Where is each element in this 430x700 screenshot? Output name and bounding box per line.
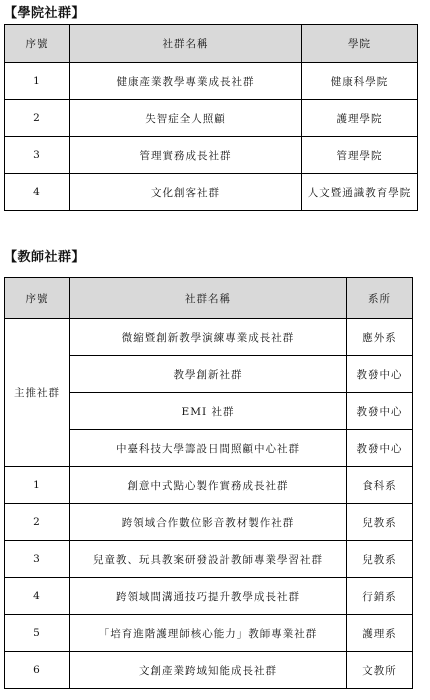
row-unit: 教發中心 [347, 356, 413, 393]
header-name: 社群名稱 [70, 278, 347, 319]
table-row [5, 63, 418, 100]
row-name: 管理實務成長社群 [70, 137, 302, 174]
header-unit: 系所 [347, 278, 413, 319]
row-unit: 護理學院 [302, 100, 418, 137]
row-name: 健康產業教學專業成長社群 [70, 63, 302, 100]
row-unit: 人文暨通識教育學院 [302, 174, 418, 211]
table-row [5, 578, 413, 615]
header-no: 序號 [5, 25, 70, 63]
row-no: 6 [5, 652, 70, 689]
row-no: 1 [5, 467, 70, 504]
row-no: 4 [5, 174, 70, 211]
table-row [5, 615, 413, 652]
table-row [5, 174, 418, 211]
row-name: 文創產業跨域知能成長社群 [70, 652, 347, 689]
header-no: 序號 [5, 278, 70, 319]
college-communities-table [4, 24, 418, 211]
row-unit: 應外系 [347, 319, 413, 356]
row-unit: 健康科學院 [302, 63, 418, 100]
row-name: EMI 社群 [70, 393, 347, 430]
row-name: 失智症全人照顧 [70, 100, 302, 137]
row-unit: 護理系 [347, 615, 413, 652]
table-row [5, 541, 413, 578]
row-no: 4 [5, 578, 70, 615]
table-header-row [5, 25, 418, 63]
row-unit: 教發中心 [347, 430, 413, 467]
row-unit: 兒教系 [347, 541, 413, 578]
row-unit: 文教所 [347, 652, 413, 689]
row-name: 文化創客社群 [70, 174, 302, 211]
header-unit: 學院 [302, 25, 418, 63]
row-name: 創意中式點心製作實務成長社群 [70, 467, 347, 504]
row-unit: 管理學院 [302, 137, 418, 174]
row-no: 2 [5, 504, 70, 541]
row-unit: 兒教系 [347, 504, 413, 541]
row-unit: 教發中心 [347, 393, 413, 430]
table-header-row [5, 278, 413, 319]
table-row [5, 504, 413, 541]
row-no: 5 [5, 615, 70, 652]
teacher-communities-table [4, 277, 413, 689]
teacher-section-title: 【教師社群】 [4, 250, 86, 265]
header-name: 社群名稱 [70, 25, 302, 63]
row-name: 兒童教、玩具教案研發設計教師專業學習社群 [70, 541, 347, 578]
row-name: 教學創新社群 [70, 356, 347, 393]
row-no: 3 [5, 137, 70, 174]
table-row [5, 137, 418, 174]
row-no: 2 [5, 100, 70, 137]
college-section-title: 【學院社群】 [4, 6, 86, 21]
table-row [5, 467, 413, 504]
row-name: 跨領域間溝通技巧提升教學成長社群 [70, 578, 347, 615]
row-unit: 行銷系 [347, 578, 413, 615]
row-unit: 食科系 [347, 467, 413, 504]
row-no: 3 [5, 541, 70, 578]
lead-group-label: 主推社群 [5, 319, 70, 467]
table-row [5, 319, 413, 356]
row-no: 1 [5, 63, 70, 100]
row-name: 「培育進階護理師核心能力」教師專業社群 [70, 615, 347, 652]
row-name: 中臺科技大學籌設日間照顧中心社群 [70, 430, 347, 467]
table-row [5, 652, 413, 689]
row-name: 微縮暨創新教學演練專業成長社群 [70, 319, 347, 356]
row-name: 跨領域合作數位影音教材製作社群 [70, 504, 347, 541]
table-row [5, 100, 418, 137]
